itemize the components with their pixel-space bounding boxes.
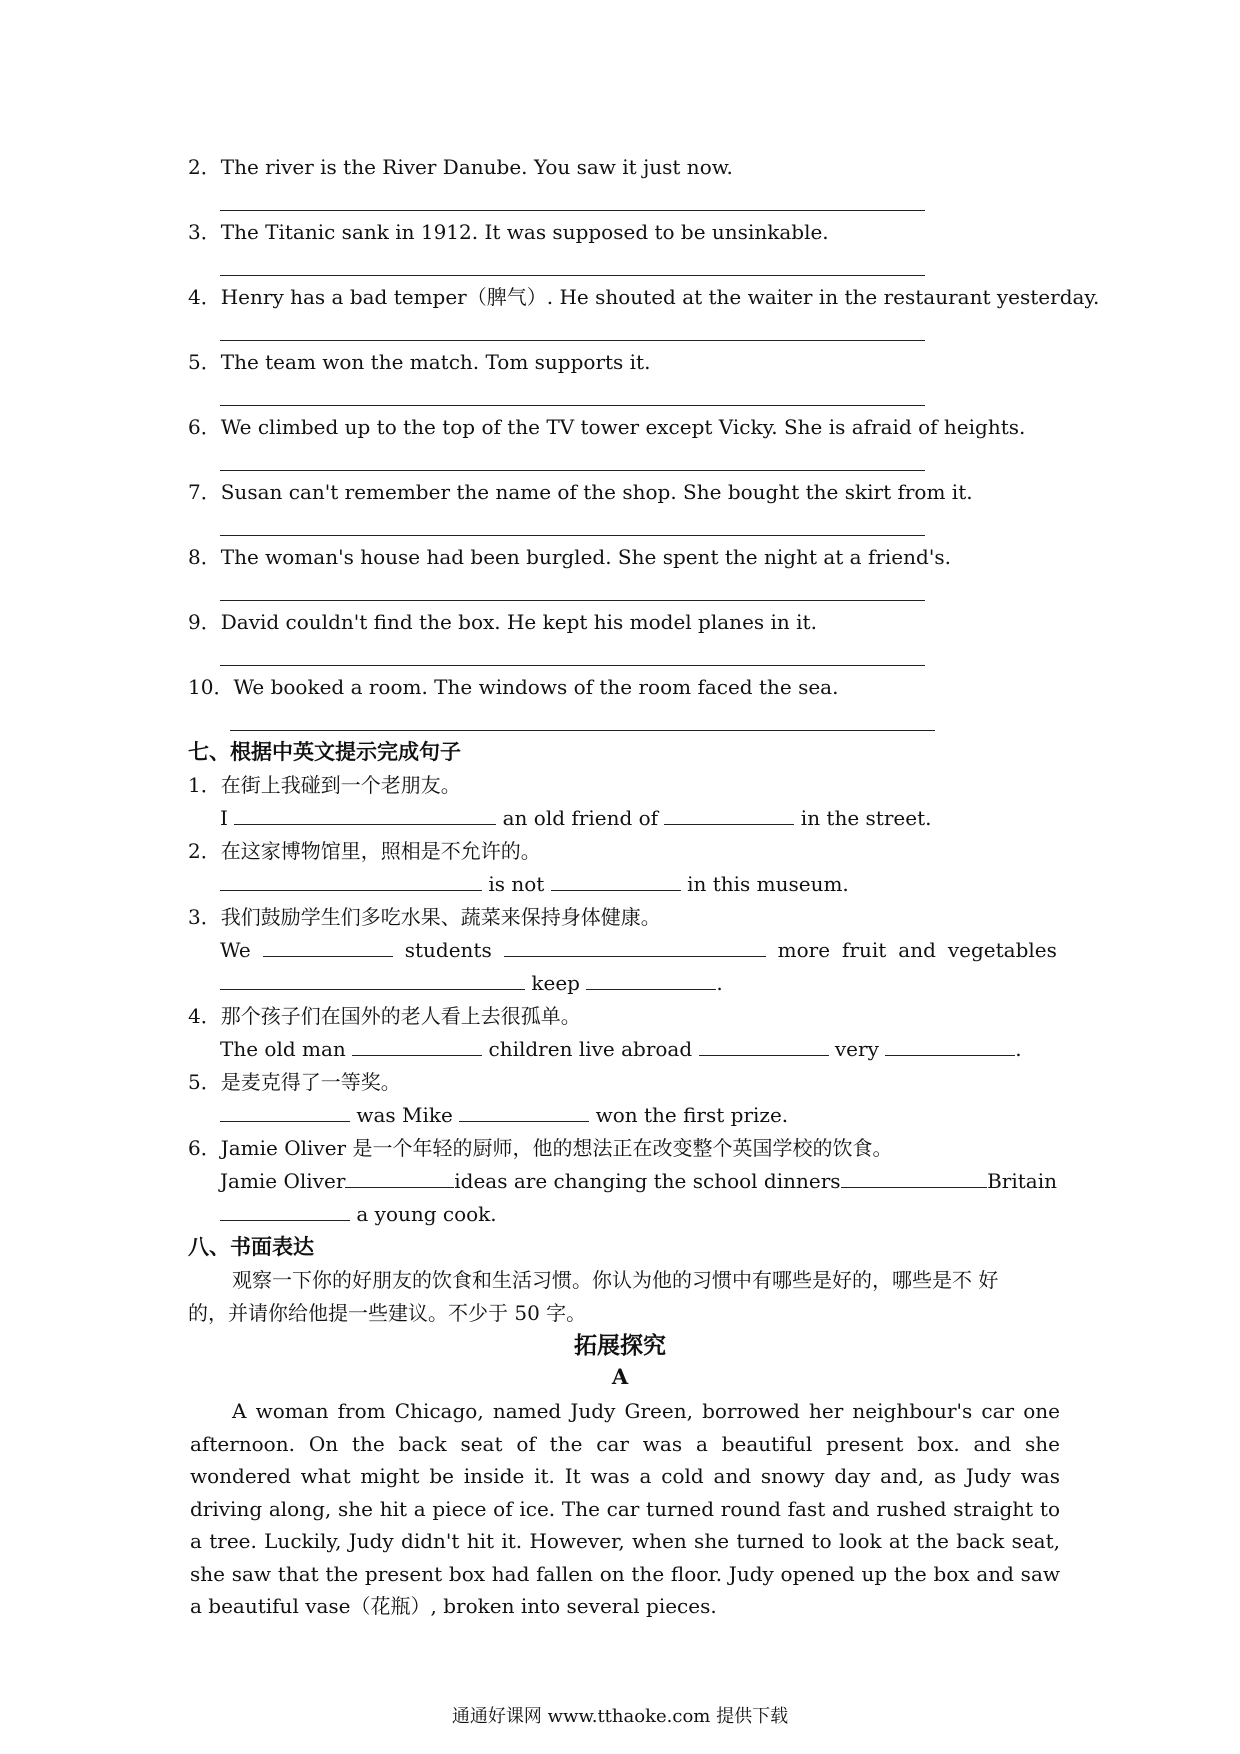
exercise-item [188,609,817,635]
item-number: 4． [188,285,221,309]
item-number: 2． [188,155,221,179]
item-text: Henry has a bad temper（脾气）. He shouted at the waiter in the restaurant yesterday. [220,285,1100,309]
item-text: Susan can't remember the name of the shop. She bought the skirt from it. [220,480,973,504]
blank-field[interactable] [699,1037,829,1056]
exercise-item [188,414,1025,440]
fill-sentence: We students more fruit and vegetables [220,938,1057,962]
reading-passage: A woman from Chicago, named Judy Green, borrowed her neighbour's car one afternoon. On the back seat of the car was a beautiful present box. and she wondered what might be inside it. It was a cold and snowy day and, as Judy was driving along, she hit a piece of ice. The car turned round fast and rushed straight to a tree. Luckily, Judy didn't hit it. However, when she turned to look at the back seat, she saw that the present box had fallen on the floor. Judy opened up the box and saw a beautiful vase（花瓶）, broken into several pieces. [190,1399,1060,1618]
item-number: 8． [188,545,221,569]
blank-field[interactable] [504,938,766,957]
blank-field[interactable] [586,971,716,990]
fill-sentence: a young cook. [220,1201,497,1227]
exercise-item [188,479,973,505]
blank-field[interactable] [220,872,482,891]
answer-line[interactable] [220,665,925,666]
answer-line[interactable] [230,730,935,731]
blank-field[interactable] [220,1103,350,1122]
fill-sentence: Jamie Oliver ideas are changing the school dinners Britain [220,1169,1057,1193]
blank-field[interactable] [263,938,393,957]
item-number: 9． [188,610,221,634]
item-number: 10． [188,675,234,699]
section-title: 七、根据中英文提示完成句子 [188,739,461,764]
blank-field[interactable] [234,806,496,825]
fill-sentence: was Mike won the first prize. [220,1102,788,1128]
exercise-item [188,544,951,570]
page-footer: 通通好课网 www.tthaoke.com 提供下载 [451,1706,789,1727]
blank-field[interactable] [551,872,681,891]
blank-field[interactable] [352,1037,482,1056]
blank-field[interactable] [841,1169,988,1188]
exercise-item [188,349,650,375]
item-number: 6． [188,415,221,439]
answer-line[interactable] [220,275,925,276]
cn-prompt: 4．那个孩子们在国外的老人看上去很孤单。 [188,1004,581,1028]
blank-field[interactable] [220,1202,350,1221]
item-text: We booked a room. The windows of the room faced the sea. [233,675,839,699]
answer-line[interactable] [220,405,925,406]
fill-sentence: is not in this museum. [220,871,849,897]
blank-field[interactable] [664,806,794,825]
item-number: 5． [188,350,221,374]
answer-line[interactable] [220,210,925,211]
fill-sentence: I an old friend of in the street. [220,806,932,830]
answer-line[interactable] [220,340,925,341]
fill-sentence: keep . [220,970,723,996]
item-text: The Titanic sank in 1912. It was supposed to be unsinkable. [220,220,829,244]
writing-prompt-line: 的，并请你给他提一些建议。不少于 50 字。 [188,1301,587,1325]
cn-prompt: 1．在街上我碰到一个老朋友。 [188,773,461,797]
cn-prompt: 3．我们鼓励学生们多吃水果、蔬菜来保持身体健康。 [188,905,661,929]
item-text: The team won the match. Tom supports it. [220,350,651,374]
fill-sentence: The old man children live abroad very . [220,1037,1022,1061]
answer-line[interactable] [220,535,925,536]
item-text: We climbed up to the top of the TV tower except Vicky. She is afraid of heights. [220,415,1026,439]
exercise-item [188,674,838,700]
exercise-item [188,219,829,245]
section-title: 八、书面表达 [188,1234,314,1259]
item-text: The woman's house had been burgled. She spent the night at a friend's. [220,545,951,569]
exercise-item [188,154,733,180]
passage-label: A [611,1364,629,1389]
blank-field[interactable] [345,1169,454,1188]
item-text: The river is the River Danube. You saw it just now. [220,155,733,179]
answer-line[interactable] [220,470,925,471]
item-text: David couldn't find the box. He kept his model planes in it. [220,610,817,634]
item-number: 7． [188,480,221,504]
cn-prompt: 5．是麦克得了一等奖。 [188,1070,401,1094]
blank-field[interactable] [885,1037,1015,1056]
blank-field[interactable] [220,971,525,990]
cn-prompt: 6．Jamie Oliver 是一个年轻的厨师，他的想法正在改变整个英国学校的饮食。 [188,1136,893,1160]
item-number: 3． [188,220,221,244]
answer-line[interactable] [220,600,925,601]
cn-prompt: 2．在这家博物馆里，照相是不允许的。 [188,839,541,863]
extension-title: 拓展探究 [574,1332,666,1359]
blank-field[interactable] [459,1103,589,1122]
exercise-item [188,284,1099,310]
writing-prompt-line: 观察一下你的好朋友的饮食和生活习惯。你认为他的习惯中有哪些是好的，哪些是不 好 [232,1268,999,1292]
